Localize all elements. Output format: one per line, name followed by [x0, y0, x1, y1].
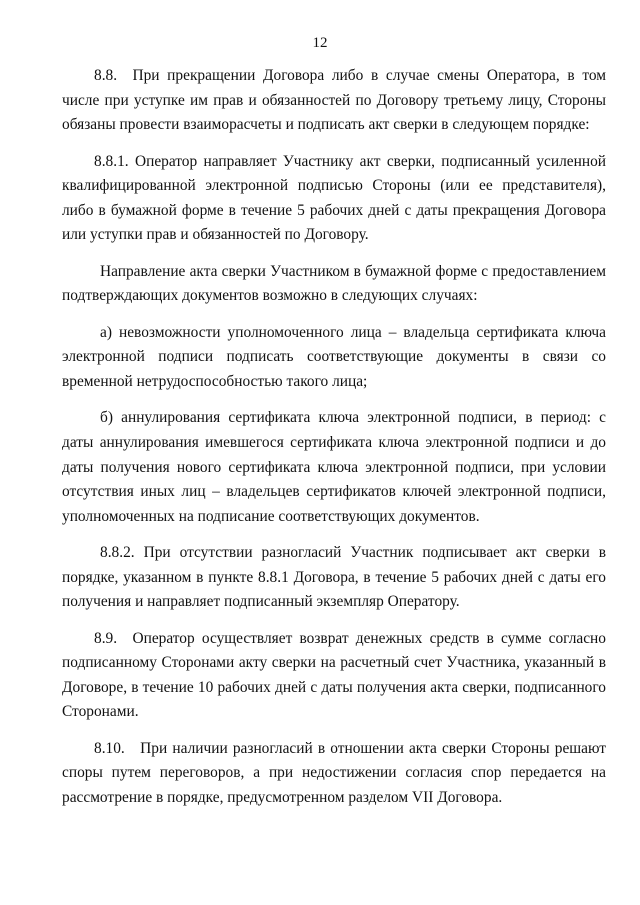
document-body [62, 64, 606, 811]
clause-8-9: 8.9. Оператор осуществляет возврат денежных средств в сумме согласно подписанному Сторонами акту сверки на расчетный счет Участника, указанный в Договоре, в течение 10 рабочих дней с даты получения акта сверки, подписанного Сторонами. [62, 629, 606, 721]
clause-8-8-1: 8.8.1. Оператор направляет Участнику акт сверки, подписанный усиленной квалифицированной электронной подписью Стороны (или ее представителя), либо в бумажной форме в течение 5 рабочих дней с даты прекращения Договора или уступки прав и обязанностей по Договору. [62, 152, 606, 244]
case-a: а) невозможности уполномоченного лица – владельца сертификата ключа электронной подписи подписать соответствующие документы в связи со временной нетрудоспособностью такого лица; [62, 323, 606, 390]
paper-form-intro: Направление акта сверки Участником в бумажной форме с предоставлением подтверждающих документов возможно в следующих случаях: [62, 262, 606, 305]
clause-8-8: 8.8. При прекращении Договора либо в случае смены Оператора, в том числе при уступке им прав и обязанностей по Договору третьему лицу, Стороны обязаны провести взаиморасчеты и подписать акт сверки в следующем порядке: [62, 67, 606, 134]
case-b: б) аннулирования сертификата ключа электронной подписи, в период: с даты аннулирования имевшегося сертификата ключа электронной подписи и до даты получения нового сертификата ключа электронной подписи, при условии отсутствия иных лиц – владельцев сертификатов ключей электронной подписи, уполномоченных на подписание соответствующих документов. [62, 409, 606, 525]
clause-8-8-2: 8.8.2. При отсутствии разногласий Участник подписывает акт сверки в порядке, указанном в пункте 8.8.1 Договора, в течение 5 рабочих дней с даты его получения и направляет подписанный экземпляр Оператору. [62, 544, 606, 611]
clause-8-10: 8.10. При наличии разногласий в отношении акта сверки Стороны решают споры путем переговоров, а при недостижении согласия спор передается на рассмотрение в порядке, предусмотренном разделом VII Договора. [62, 739, 606, 807]
page-number: 12 [312, 35, 328, 51]
